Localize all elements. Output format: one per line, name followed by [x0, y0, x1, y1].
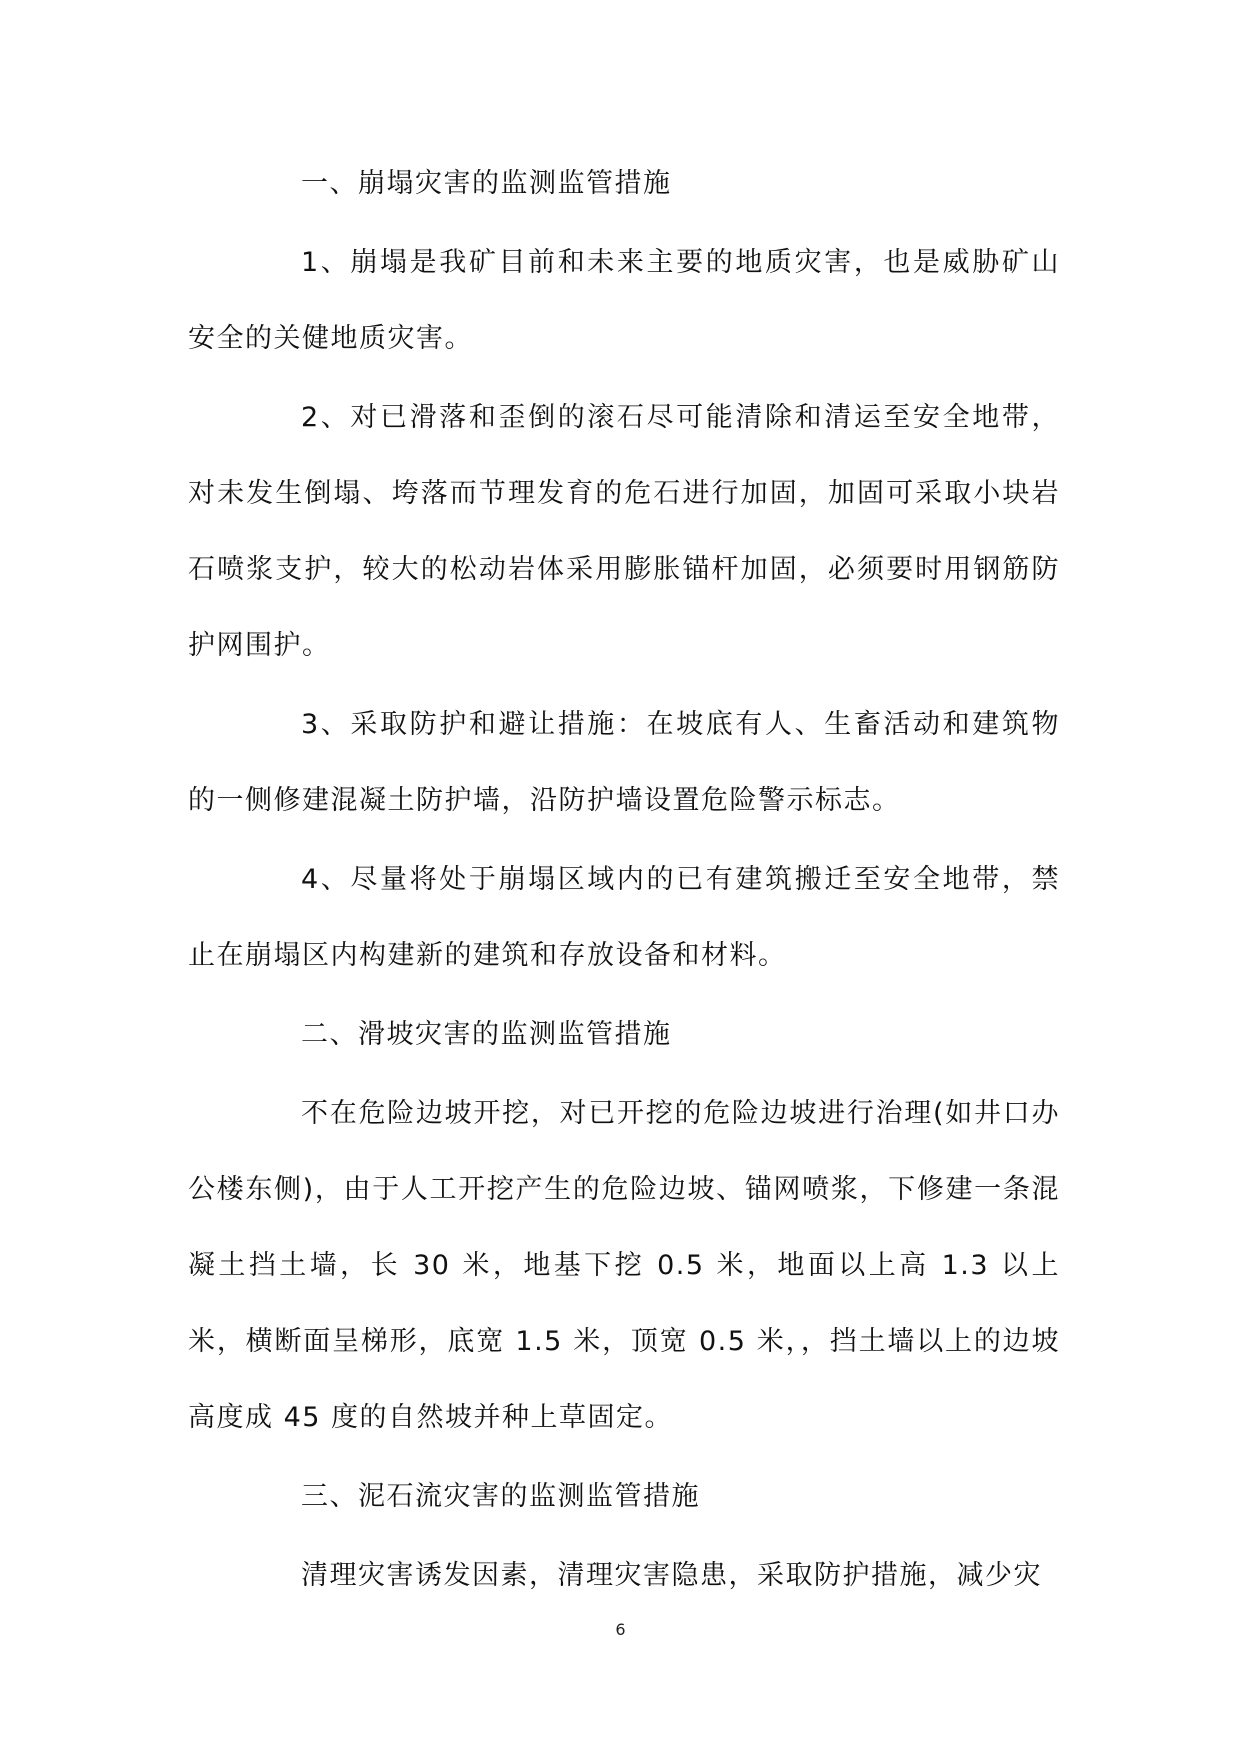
paragraph-item-3: 3、采取防护和避让措施：在坡底有人、生畜活动和建筑物的一侧修建混凝土防护墙，沿防护墙设置危险警示标志。 — [188, 709, 1060, 816]
paragraph-landslide-measures: 不在危险边坡开挖，对已开挖的危险边坡进行治理(如井口办公楼东侧)，由于人工开挖产生的危险边坡、锚网喷浆，下修建一条混凝土挡土墙，长 30 米，地基下挖 0.5 米，地面以上高 1.3 以上米，横断面呈梯形，底宽 1.5 米，顶宽 0.5 米，，挡土墙以上的边坡高度成 45 度的自然坡并种上草固定。 — [188, 1098, 1060, 1433]
paragraph-item-1: 1、崩塌是我矿目前和未来主要的地质灾害，也是威胁矿山安全的关健地质灾害。 — [188, 247, 1060, 354]
section-heading-debris-flow: 三、泥石流灾害的监测监管措施 — [301, 1481, 700, 1512]
document-body — [188, 146, 1060, 1617]
section-heading-landslide: 二、滑坡灾害的监测监管措施 — [301, 1019, 672, 1050]
page-number: 6 — [615, 1620, 626, 1639]
section-heading-collapse: 一、崩塌灾害的监测监管措施 — [301, 168, 672, 199]
paragraph-debris-flow-measures: 清理灾害诱发因素，清理灾害隐患，采取防护措施，减少灾 — [301, 1560, 1042, 1591]
paragraph-item-2: 2、对已滑落和歪倒的滚石尽可能清除和清运至安全地带，对未发生倒塌、垮落而节理发育的危石进行加固，加固可采取小块岩石喷浆支护，较大的松动岩体采用膨胀锚杆加固，必须要时用钢筋防护网围护。 — [188, 402, 1060, 661]
paragraph-item-4: 4、尽量将处于崩塌区域内的已有建筑搬迁至安全地带，禁止在崩塌区内构建新的建筑和存放设备和材料。 — [188, 864, 1060, 971]
